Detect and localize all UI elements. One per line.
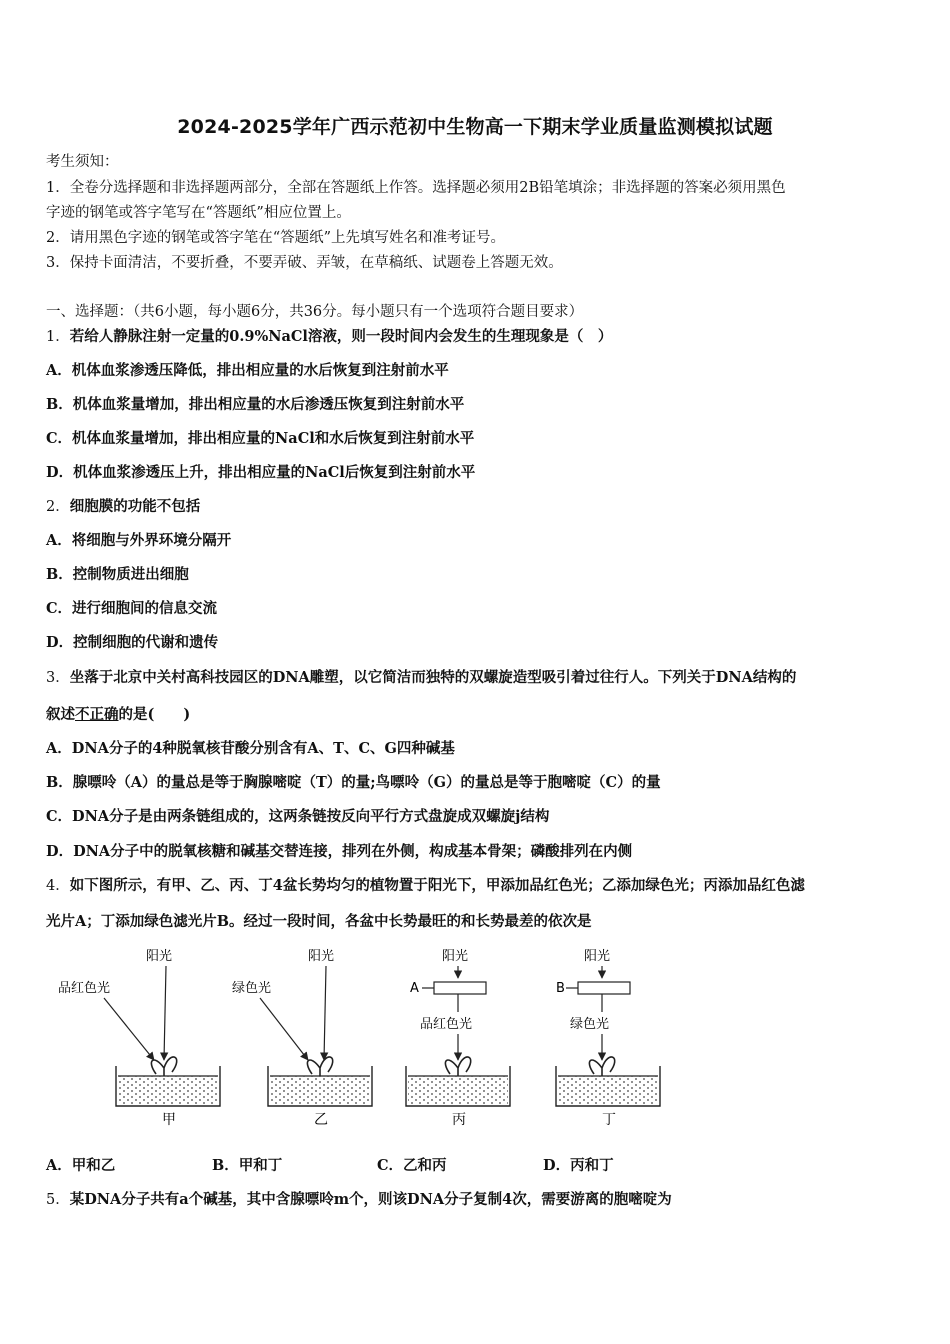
question-stem: 若给人静脉注射一定量的0.9%NaCl溶液，则一段时间内会发生的生理现象是（ ） (69, 328, 613, 345)
q1-option-b: B．机体血浆量增加，排出相应量的水后渗透压恢复到注射前水平 (46, 396, 465, 413)
notice-item: 2．请用黑色字迹的钢笔或答字笔在“答题纸”上先填写姓名和准考证号。 (46, 230, 506, 246)
question-number: 1． (46, 329, 70, 345)
pot-label: 乙 (314, 1112, 328, 1128)
sun-label: 阳光 (308, 949, 335, 964)
page-title: 2024-2025学年广西示范初中生物高一下期末学业质量监测模拟试题 (177, 116, 773, 138)
question-number: 3． (46, 670, 70, 686)
stem-text: 叙述 (46, 706, 75, 723)
pot-jia (58, 948, 220, 1128)
question-stem: 细胞膜的功能不包括 (69, 498, 201, 515)
magenta-light-label: 品红色光 (420, 1017, 473, 1032)
q3-option-c: C．DNA分子是由两条链组成的，这两条链按反向平行方式盘旋成双螺旋j结构 (46, 808, 550, 825)
q3-option-b: B．腺嘌呤（A）的量总是等于胸腺嘧啶（T）的量;鸟嘌呤（G）的量总是等于胞嘧啶（C）的量 (46, 774, 661, 791)
question-stem: 坐落于北京中关村高科技园区的DNA雕塑，以它简洁而独特的双螺旋造型吸引着过往行人。下列关于DNA结构的 (69, 669, 797, 686)
question-number: 5． (46, 1192, 70, 1208)
q4-option-a: A．甲和乙 (46, 1157, 116, 1174)
q2-option-a: A．将细胞与外界环境分隔开 (46, 532, 232, 549)
question-2 (46, 497, 200, 517)
notice-heading: 考生须知： (46, 154, 119, 170)
question-number: 2． (46, 499, 70, 515)
question-3-line2 (46, 705, 190, 725)
pot-ding (556, 948, 660, 1128)
q2-option-c: C．进行细胞间的信息交流 (46, 600, 218, 617)
question-stem: 如下图所示，有甲、乙、丙、丁4盆长势均匀的植物置于阳光下，甲添加品红色光；乙添加绿色光；丙添加品红色滤 (69, 877, 805, 894)
pot-label: 丁 (602, 1112, 616, 1128)
q4-option-b: B．甲和丁 (212, 1157, 283, 1174)
question-3 (46, 668, 796, 688)
q1-option-a: A．机体血浆渗透压降低，排出相应量的水后恢复到注射前水平 (46, 362, 449, 379)
question-5 (46, 1190, 672, 1210)
q2-option-d: D．控制细胞的代谢和遗传 (46, 634, 219, 651)
green-light-label: 绿色光 (232, 981, 272, 996)
q4-option-d: D．丙和丁 (543, 1157, 614, 1174)
notice-item: 3．保持卡面清洁，不要折叠，不要弄破、弄皱，在草稿纸、试题卷上答题无效。 (46, 255, 563, 271)
stem-underlined: 不正确 (75, 706, 119, 723)
question-4-line2: 光片A；丁添加绿色滤光片B。经过一段时间，各盆中长势最旺的和长势最差的依次是 (46, 913, 592, 930)
pot-yi (232, 948, 372, 1128)
sun-label: 阳光 (146, 949, 173, 964)
green-light-label: 绿色光 (570, 1017, 610, 1032)
stem-text: 的是( ) (118, 706, 191, 723)
notice-item: 1．全卷分选择题和非选择题两部分，全部在答题纸上作答。选择题必须用2B铅笔填涂；非选择题的答案必须用黑色 (46, 180, 786, 196)
pot-bing (406, 948, 510, 1128)
magenta-light-label: 品红色光 (58, 981, 111, 996)
section-heading: 一、选择题：（共6小题，每小题6分，共36分。每小题只有一个选项符合题目要求） (46, 304, 584, 320)
filter-a-label: A (410, 981, 419, 996)
pot-label: 丙 (452, 1112, 466, 1128)
notice-item: 字迹的钢笔或答字笔写在“答题纸”相应位置上。 (46, 205, 351, 221)
sun-label: 阳光 (584, 949, 611, 964)
q4-option-c: C．乙和丙 (377, 1157, 447, 1174)
pot-label: 甲 (162, 1112, 176, 1128)
question-4 (46, 876, 805, 896)
question-stem: 某DNA分子共有a个碱基，其中含腺嘌呤m个，则该DNA分子复制4次，需要游离的胞嘧啶为 (69, 1191, 672, 1208)
filter-b-label: B (556, 981, 565, 996)
q1-option-d: D．机体血浆渗透压上升，排出相应量的NaCl后恢复到注射前水平 (46, 464, 476, 481)
plant-light-figure (46, 942, 666, 1128)
q3-option-d: D．DNA分子中的脱氧核糖和碱基交替连接，排列在外侧，构成基本骨架；磷酸排列在内侧 (46, 843, 633, 860)
question-number: 4． (46, 878, 70, 894)
q1-option-c: C．机体血浆量增加，排出相应量的NaCl和水后恢复到注射前水平 (46, 430, 475, 447)
q3-option-a: A．DNA分子的4种脱氧核苷酸分别含有A、T、C、G四种碱基 (46, 740, 455, 757)
sun-label: 阳光 (442, 949, 469, 964)
q2-option-b: B．控制物质进出细胞 (46, 566, 189, 583)
question-1 (46, 327, 612, 347)
